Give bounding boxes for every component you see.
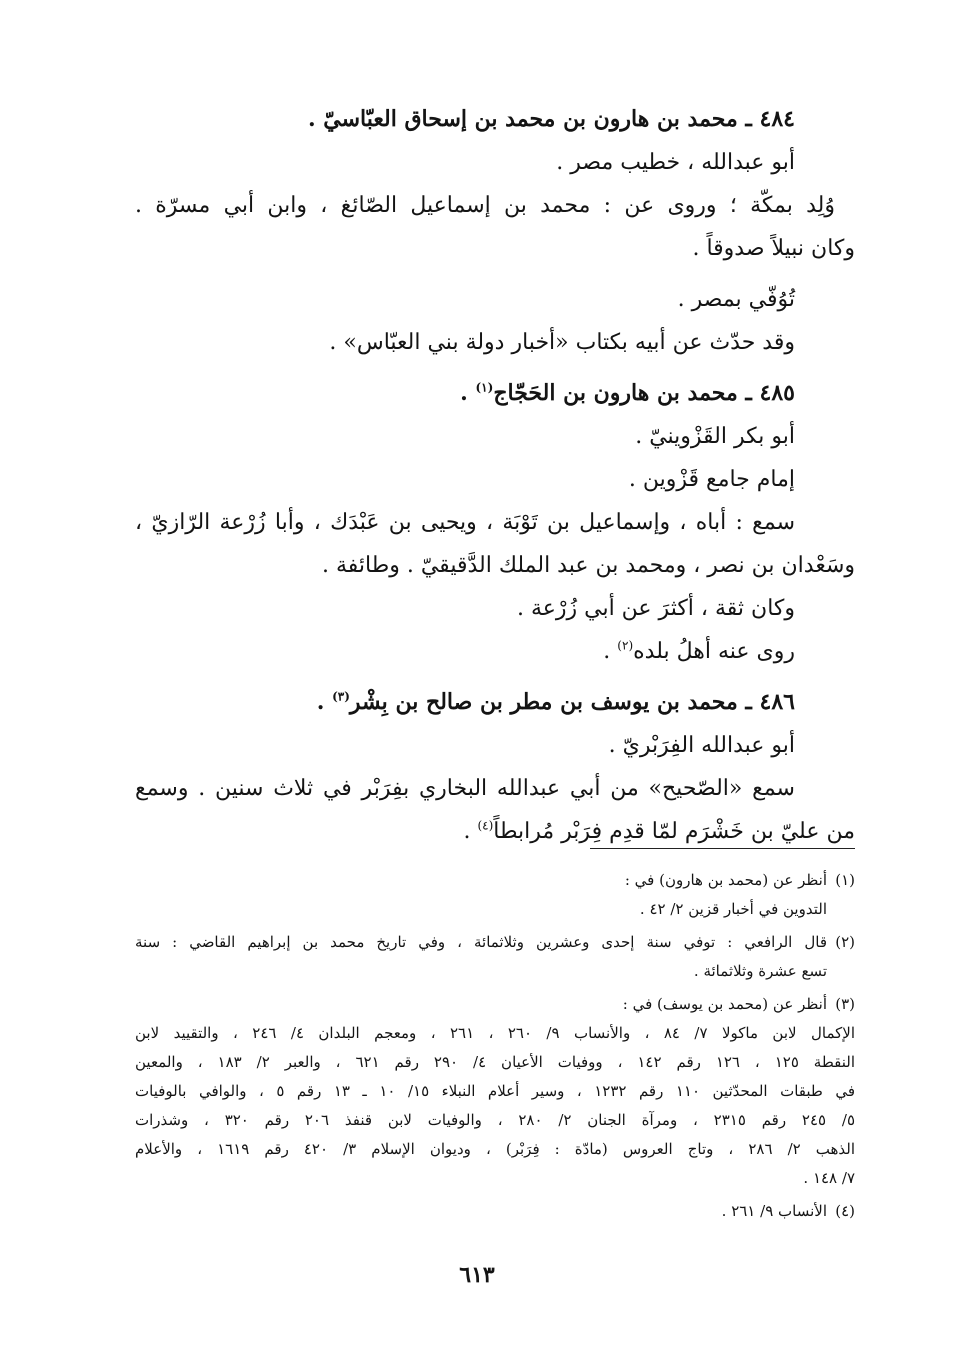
footnote-ref: (١): [475, 380, 494, 395]
footnote-line: التدوين في أخبار قزين ٢/ ٤٢ .: [639, 900, 827, 918]
entry-line: أبو عبدالله الفِرَبْريّ .: [608, 733, 795, 758]
footnote-line: الذهب ٢/ ٢٨٦ ، وتاج العروس (مادّة : فِرَبْر) ، وديوان الإسلام ٣/ ٤٢٠ رقم ١٦١٩ ، والأعلام: [135, 1140, 856, 1158]
entry-line-end: .: [463, 819, 478, 844]
footnote-line: الأنساب ٩/ ٢٦١ .: [721, 1202, 827, 1220]
footnote-number: (٤): [835, 1202, 855, 1220]
footnote-body: [135, 1197, 827, 1226]
entry-line: أبو عبدالله ، خطيب مصر .: [556, 150, 795, 175]
footnote-line: الإكمال لابن ماكولا ٧/ ٨٤ ، والأنساب ٩/ ٢٦٠ ، ٢٦١ ، ومعجم البلدان ٤/ ٢٤٦ ، والتقييد لابن: [135, 1024, 856, 1042]
footnote: [135, 866, 855, 924]
entry-line: وكان نبيلاً صدوقاً .: [692, 236, 855, 261]
footnote-body: [135, 990, 856, 1193]
footnote-number: (١): [835, 871, 855, 889]
footnote-ref: (٢): [617, 638, 634, 653]
main-text: [135, 98, 855, 853]
entry-title-484: ٤٨٤ ـ محمد بن هارون بن محمد بن إسحاق العبّاسيّ .: [307, 106, 795, 132]
entry-line: [135, 630, 855, 673]
entry-title-486: [135, 681, 855, 724]
footnote-line: النقطة ١٢٥ ، ١٢٦ رقم ١٤٢ ، ووفيات الأعيان ٤/ ٢٩٠ رقم ٦٢١ ، والعبر ٢/ ١٨٣ ، والمعين: [135, 1053, 856, 1071]
footnote-line: تسع عشرة وثلاثمائة .: [693, 962, 827, 980]
entry-title-end: .: [316, 689, 333, 715]
entry-line: وُلِد بمكّة ؛ وروى عن : محمد بن إسماعيل الصّائغ ، وابن أبي مسرّة .: [135, 193, 835, 218]
entry-line: وكان ثقة ، أكثرَ عن أبي زُرْعة .: [516, 596, 795, 621]
entry-line-text: روى عنه أهلُ بلده: [633, 639, 795, 664]
footnote: [135, 990, 855, 1193]
footnotes: [135, 866, 855, 1230]
footnote-line: أنظر عن (محمد بن هارون) في :: [624, 871, 827, 889]
footnote-ref: (٣): [332, 689, 350, 704]
entry-line-end: .: [603, 639, 618, 664]
entry-line: سمع «الصّحيح» من أبي عبدالله البخاري بفِرَبْر في ثلاث سنين . وسمع: [135, 776, 795, 801]
entry-line: تُوُفّي بمصر .: [677, 287, 795, 312]
footnote-line: في طبقات المحدّثين ١١٠ رقم ١٢٣٢ ، وسير أعلام النبلاء ١٥/ ١٠ ـ ١٣ رقم ٥ ، والوافي بالوفيات: [135, 1082, 856, 1100]
footnote-line: أنظر عن (محمد بن يوسف) في :: [622, 995, 827, 1013]
footnote-line: قال الرافعي : توفي سنة إحدى وعشرين وثلاثمائة ، وفي تاريخ محمد بن إبراهيم القاضي : سنة: [135, 933, 827, 951]
footnote-line: ٧/ ١٤٨ .: [803, 1169, 855, 1187]
footnote-number: (٣): [835, 995, 855, 1013]
footnote-line: ٥/ ٢٤٥ رقم ٢٣١٥ ، ومرآة الجنان ٢/ ٢٨٠ ، والوفيات لابن قنفذ ٢٠٦ رقم ٣٢٠ ، وشذرات: [135, 1111, 856, 1129]
entry-line: [135, 810, 855, 853]
entry-line: وقد حدّث عن أبيه بكتاب «أخبار دولة بني العبّاس» .: [329, 330, 795, 355]
entry-title-text: ٤٨٥ ـ محمد بن هارون بن الحَجّاج: [493, 380, 795, 406]
footnote: [135, 1197, 855, 1226]
footnote-body: [135, 928, 827, 986]
entry-line: سمع : أباه ، وإسماعيل بن تَوْبَة ، ويحيى بن عَبْدَك ، وأبا زُرْعة الرّازيّ ،: [135, 510, 795, 535]
entry-title-text: ٤٨٦ ـ محمد بن يوسف بن مطر بن صالح بن بِشْر: [349, 689, 795, 715]
footnote-separator: [590, 848, 855, 849]
entry-title-485: [135, 372, 855, 415]
entry-line: أبو بكر القَزْوينيّ .: [635, 424, 795, 449]
footnote-ref: (٤): [477, 818, 494, 833]
entry-line: وسَعْدان بن نصر ، ومحمد بن عبد الملك الدَّقيقيّ . وطائفة .: [322, 553, 855, 578]
footnote: [135, 928, 855, 986]
entry-line: إمام جامع قَزْوين .: [628, 467, 795, 492]
page-number: ٦١٣: [459, 1262, 495, 1288]
entry-title-end: .: [460, 380, 476, 406]
footnote-body: [135, 866, 827, 924]
entry-line-text: من عليّ بن خَشْرَم لمّا قدِم فِرَبْر مُرابطاً: [493, 819, 855, 844]
footnote-number: (٢): [835, 933, 855, 951]
